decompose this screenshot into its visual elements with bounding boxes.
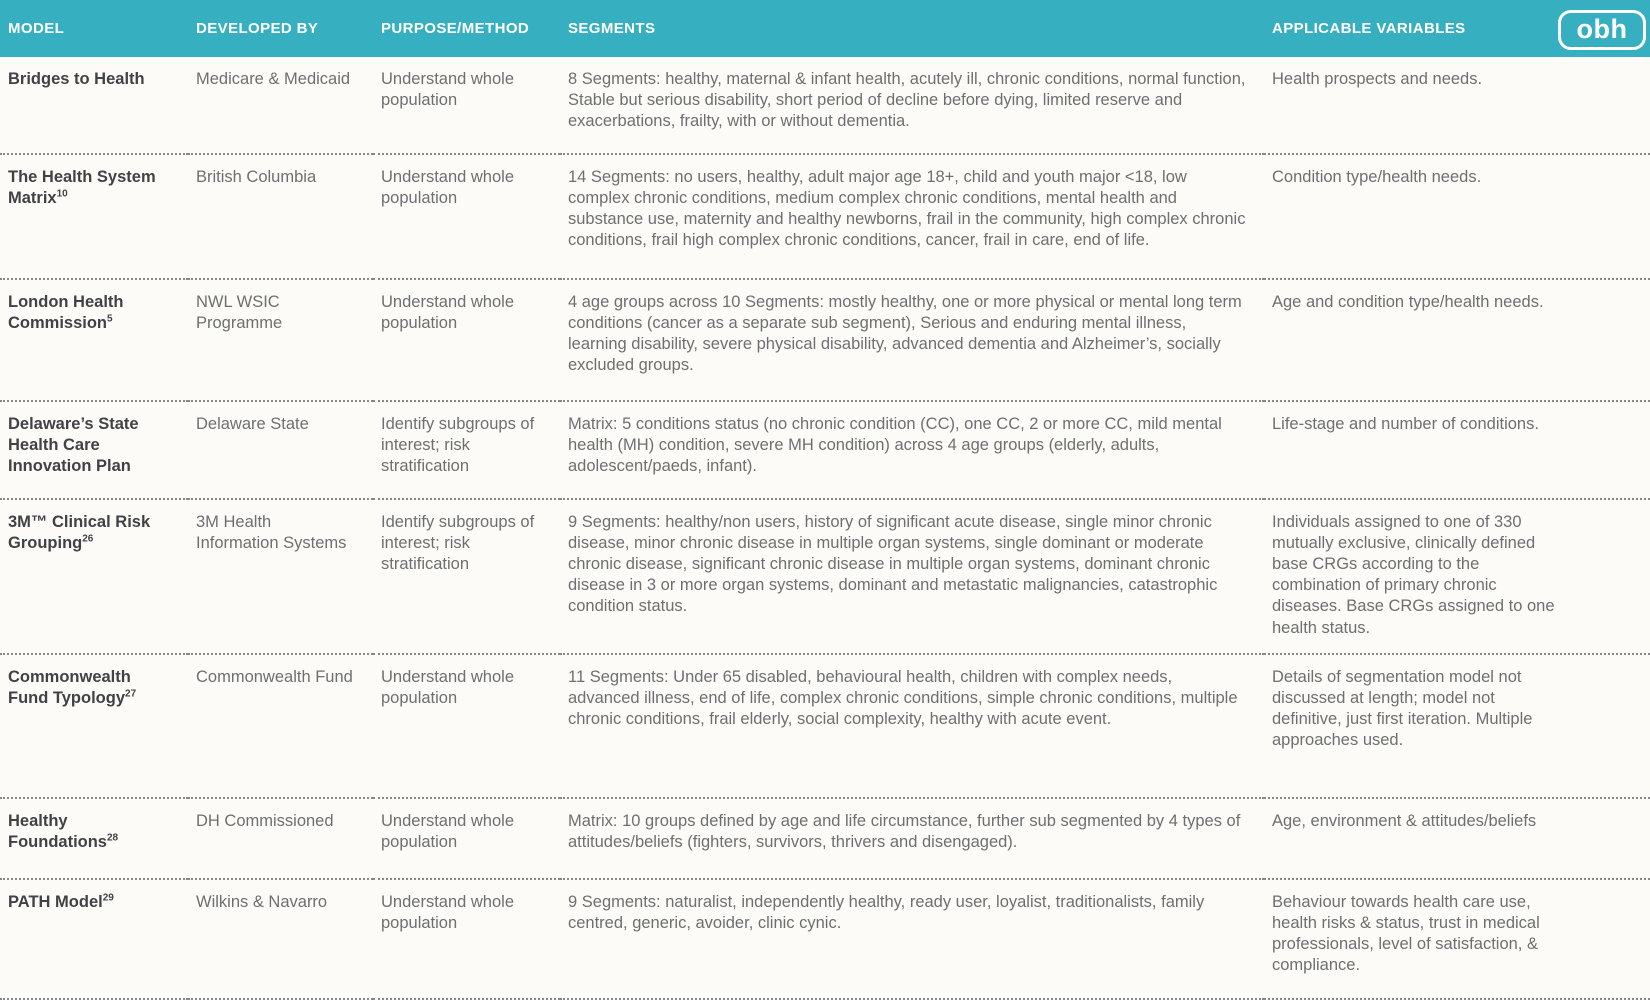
column-header-model: MODEL: [0, 0, 188, 57]
purpose-method-cell: Understand whole population: [373, 879, 560, 999]
model-name: [8, 293, 123, 332]
table-header: [0, 0, 1650, 57]
model-cell: [0, 798, 188, 879]
model-cell: [0, 154, 188, 279]
applicable-variables-cell: Age, environment & attitudes/beliefs: [1264, 798, 1650, 879]
purpose-method-cell: Identify subgroups of interest; risk stratification: [373, 401, 560, 499]
developed-by-cell: British Columbia: [188, 154, 373, 279]
model-name: [8, 70, 145, 88]
model-reference-superscript: 27: [125, 688, 137, 700]
purpose-method-cell: Understand whole population: [373, 654, 560, 798]
model-name: [8, 668, 136, 707]
table-row: [0, 798, 1650, 879]
developed-by-cell: Wilkins & Navarro: [188, 879, 373, 999]
model-name-text: Commonwealth Fund Typology: [8, 668, 131, 708]
segments-cell: Matrix: 10 groups defined by age and life circumstance, further sub segmented by 4 types of attitudes/beliefs (fighters, survivors, thrivers and disengaged).: [560, 798, 1264, 879]
model-cell: [0, 499, 188, 654]
applicable-variables-cell: Behaviour towards health care use, health risks & status, trust in medical professionals, level of satisfaction, & compliance.: [1264, 879, 1650, 999]
model-name-text: Bridges to Health: [8, 70, 145, 88]
segments-cell: 11 Segments: Under 65 disabled, behavioural health, children with complex needs, advanced illness, end of life, complex chronic conditions, simple chronic conditions, multiple chronic conditions, frail elderly, social complexity, healthy with acute event.: [560, 654, 1264, 798]
applicable-variables-cell: Condition type/health needs.: [1264, 154, 1650, 279]
obh-logo: obh: [1558, 10, 1646, 50]
model-name-text: London Health Commission: [8, 293, 124, 333]
purpose-method-cell: Identify subgroups of interest; risk stratification: [373, 499, 560, 654]
segments-cell: 4 age groups across 10 Segments: mostly healthy, one or more physical or mental long term conditions (cancer as a separate sub segment), Serious and enduring mental illness, learning disability, severe physical disability, advanced dementia and Alzheimer’s, socially excluded groups.: [560, 279, 1264, 401]
table-row: [0, 499, 1650, 654]
header-row: [0, 0, 1650, 57]
segments-cell: 14 Segments: no users, healthy, adult major age 18+, child and youth major <18, low complex chronic conditions, medium complex chronic conditions, mental health and substance use, maternity and healthy newborns, frail in the community, high complex chronic conditions, frail high complex chronic conditions, cancer, frail in care, end of life.: [560, 154, 1264, 279]
developed-by-cell: Delaware State: [188, 401, 373, 499]
model-name: [8, 513, 150, 552]
model-cell: [0, 279, 188, 401]
applicable-variables-cell: Individuals assigned to one of 330 mutually exclusive, clinically defined base CRGs according to the combination of primary chronic diseases. Base CRGs assigned to one health status.: [1264, 499, 1650, 654]
model-name: [8, 168, 156, 207]
column-header-segments: SEGMENTS: [560, 0, 1264, 57]
applicable-variables-cell: Life-stage and number of conditions.: [1264, 401, 1650, 499]
table-row: [0, 879, 1650, 999]
model-name-text: Delaware’s State Health Care Innovation Plan: [8, 415, 139, 476]
purpose-method-cell: Understand whole population: [373, 57, 560, 154]
model-name-text: PATH Model: [8, 893, 103, 911]
purpose-method-cell: Understand whole population: [373, 154, 560, 279]
table-row: [0, 57, 1650, 154]
segments-cell: Matrix: 5 conditions status (no chronic condition (CC), one CC, 2 or more CC, mild mental health (MH) condition, severe MH condition) across 4 age groups (elderly, adults, adolescent/paeds, infant).: [560, 401, 1264, 499]
developed-by-cell: Medicare & Medicaid: [188, 57, 373, 154]
model-cell: [0, 57, 188, 154]
model-cell: [0, 879, 188, 999]
purpose-method-cell: Understand whole population: [373, 798, 560, 879]
model-cell: [0, 401, 188, 499]
developed-by-cell: Commonwealth Fund: [188, 654, 373, 798]
segments-cell: 9 Segments: naturalist, independently healthy, ready user, loyalist, traditionalists, family centred, generic, avoider, clinic cynic.: [560, 879, 1264, 999]
table-row: [0, 154, 1650, 279]
table-row: [0, 279, 1650, 401]
model-name-text: The Health System Matrix: [8, 168, 156, 208]
applicable-variables-cell: Details of segmentation model not discussed at length; model not definitive, just first iteration. Multiple approaches used.: [1264, 654, 1650, 798]
model-reference-superscript: 29: [102, 892, 114, 904]
segments-cell: 9 Segments: healthy/non users, history of significant acute disease, single minor chronic disease, minor chronic disease in multiple organ systems, single dominant or moderate chronic disease, significant chronic disease in multiple organ systems, dominant chronic disease in 3 or more organ systems, dominant and metastatic malignancies, catastrophic condition status.: [560, 499, 1264, 654]
model-reference-superscript: 28: [106, 832, 119, 844]
model-reference-superscript: 10: [56, 188, 68, 200]
developed-by-cell: NWL WSIC Programme: [188, 279, 373, 401]
purpose-method-cell: Understand whole population: [373, 279, 560, 401]
applicable-variables-cell: Health prospects and needs.: [1264, 57, 1650, 154]
model-name: [8, 415, 139, 475]
developed-by-cell: 3M Health Information Systems: [188, 499, 373, 654]
column-header-developed-by: DEVELOPED BY: [188, 0, 373, 57]
model-name-text: Healthy Foundations: [8, 812, 107, 852]
model-reference-superscript: 26: [82, 533, 94, 545]
column-header-applicable-variables: APPLICABLE VARIABLES: [1264, 0, 1650, 57]
segments-cell: 8 Segments: healthy, maternal & infant health, acutely ill, chronic conditions, normal function, Stable but serious disability, short period of decline before dying, limited reserve and exacerbations, frailty, with or without dementia.: [560, 57, 1264, 154]
model-cell: [0, 654, 188, 798]
model-name: [8, 893, 114, 911]
developed-by-cell: DH Commissioned: [188, 798, 373, 879]
column-header-purpose-method: PURPOSE/METHOD: [373, 0, 560, 57]
table-row: [0, 654, 1650, 798]
model-name-text: 3M™ Clinical Risk Grouping: [8, 513, 151, 553]
applicable-variables-cell: Age and condition type/health needs.: [1264, 279, 1650, 401]
model-reference-superscript: 5: [107, 313, 113, 325]
table-row: [0, 401, 1650, 499]
model-name: [8, 812, 118, 851]
